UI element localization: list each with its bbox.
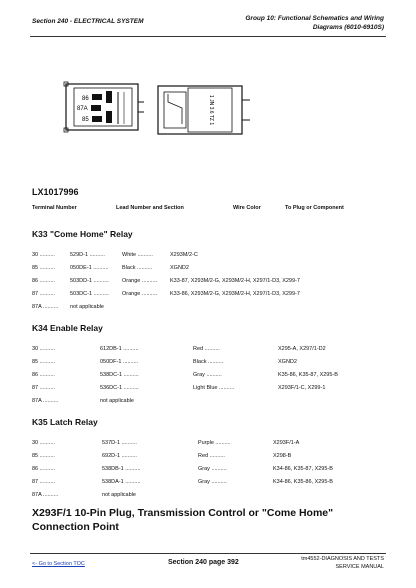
terminal-cell: 85 ..........: [32, 265, 55, 271]
table-row: [0, 479, 416, 489]
footer-divider: [30, 553, 386, 554]
lead-cell: not applicable: [102, 492, 136, 498]
manual-name: [301, 556, 384, 571]
pin-87a-label: 87A: [77, 106, 88, 112]
color-cell: Black ..........: [193, 359, 224, 365]
connector-section-title: X293F/1 10-Pin Plug, Transmission Control or "Come Home" Connection Point: [32, 507, 334, 533]
table-row: [0, 359, 416, 369]
pin-85-terminal: [92, 116, 102, 122]
section-title-k35: K35 Latch Relay: [32, 417, 98, 427]
lead-cell: 529D-1 ..........: [70, 252, 105, 258]
table-row: [0, 466, 416, 476]
section-header: Section 240 - ELECTRICAL SYSTEM: [32, 18, 144, 25]
terminal-cell: 86 ..........: [32, 466, 55, 472]
to-cell: K33-87, X293M/2-G, X293M/2-H, X297/1-D3, X299-7: [170, 278, 300, 284]
table-row: [0, 346, 416, 356]
lead-cell: 503DD-1 ..........: [70, 278, 109, 284]
table-row: [0, 398, 416, 408]
terminal-cell: 30 ..........: [32, 252, 55, 258]
lead-cell: 538DC-1 ..........: [100, 372, 139, 378]
table-row: [0, 372, 416, 382]
lead-cell: 612DB-1 ..........: [100, 346, 139, 352]
pin-86-terminal: [92, 94, 102, 100]
relay-connector-diagram: [60, 78, 260, 140]
color-cell: Red ..........: [193, 346, 220, 352]
lead-cell: not applicable: [100, 398, 134, 404]
to-cell: X293M/2-C: [170, 252, 198, 258]
column-header-lead: Lead Number and Section: [116, 205, 184, 211]
to-cell: XGND2: [170, 265, 189, 271]
table-row: [0, 304, 416, 314]
manual-name-line2: SERVICE MANUAL: [335, 563, 384, 570]
table-row: [0, 453, 416, 463]
terminal-cell: 30 ..........: [32, 440, 55, 446]
terminal-cell: 87 ..........: [32, 385, 55, 391]
to-cell: X293F/1-C, X299-1: [278, 385, 326, 391]
lead-cell: not applicable: [70, 304, 104, 310]
pin-86-label: 86: [82, 96, 89, 102]
connector-outline-side: [158, 86, 242, 134]
table-row: [0, 252, 416, 262]
color-cell: Red ..........: [198, 453, 225, 459]
to-cell: K34-86, K35-87, X295-B: [273, 466, 333, 472]
group-header: [245, 15, 384, 32]
table-row: [0, 278, 416, 288]
pin-30-terminal: [106, 91, 112, 103]
group-header-line1: Group 10: Functional Schematics and Wiring: [245, 15, 384, 22]
terminal-cell: 86 ..........: [32, 278, 55, 284]
table-row: [0, 265, 416, 275]
table-row: [0, 385, 416, 395]
color-cell: Gray ..........: [198, 466, 227, 472]
figure-code: LX1017996: [32, 187, 79, 197]
to-cell: K34-86, K35-86, X295-B: [273, 479, 333, 485]
connector-marking: 1 JN 3.6 TZ 1: [208, 94, 214, 126]
to-cell: X293F/1-A: [273, 440, 300, 446]
go-to-toc-link[interactable]: <- Go to Section TOC: [32, 561, 85, 567]
table-row: [0, 492, 416, 502]
group-header-line2: Diagrams (6010-6910S): [312, 23, 384, 31]
table-row: [0, 291, 416, 301]
lead-cell: 536DC-1 ..........: [100, 385, 139, 391]
color-cell: White ..........: [122, 252, 153, 258]
pin-87a-terminal: [91, 105, 101, 111]
section-title-k33: K33 "Come Home" Relay: [32, 229, 133, 239]
lead-cell: 050DF-1 ..........: [100, 359, 139, 365]
terminal-cell: 87A ..........: [32, 398, 59, 404]
header-divider: [30, 36, 386, 37]
lead-cell: 692D-1 ..........: [102, 453, 137, 459]
column-header-color: Wire Color: [233, 205, 261, 211]
terminal-cell: 30 ..........: [32, 346, 55, 352]
lead-cell: 537D-1 ..........: [102, 440, 137, 446]
color-cell: Light Blue ..........: [193, 385, 235, 391]
color-cell: Gray ..........: [198, 479, 227, 485]
table-row: [0, 440, 416, 450]
pin-87-terminal: [106, 111, 112, 123]
column-header-terminal: Terminal Number: [32, 205, 77, 211]
terminal-cell: 87 ..........: [32, 479, 55, 485]
column-header-to: To Plug or Component: [285, 205, 344, 211]
color-cell: Orange ..........: [122, 278, 158, 284]
lead-cell: 050DE-1 ..........: [70, 265, 109, 271]
terminal-cell: 87 ..........: [32, 291, 55, 297]
terminal-cell: 87A ..........: [32, 304, 59, 310]
to-cell: X298-B: [273, 453, 292, 459]
terminal-cell: 85 ..........: [32, 453, 55, 459]
lead-cell: 538DB-1 ..........: [102, 466, 141, 472]
to-cell: XGND2: [278, 359, 297, 365]
color-cell: Orange ..........: [122, 291, 158, 297]
section-title-k34: K34 Enable Relay: [32, 323, 103, 333]
terminal-cell: 86 ..........: [32, 372, 55, 378]
page-number: Section 240 page 392: [168, 559, 239, 566]
color-cell: Black ..........: [122, 265, 153, 271]
manual-name-line1: tm4552-DIAGNOSIS AND TESTS: [301, 556, 384, 562]
color-cell: Gray ..........: [193, 372, 222, 378]
to-cell: K35-86, K35-87, X295-B: [278, 372, 338, 378]
terminal-cell: 85 ..........: [32, 359, 55, 365]
to-cell: X295-A, X297/1-D2: [278, 346, 326, 352]
pin-85-label: 85: [82, 117, 89, 123]
lead-cell: 503DC-1 ..........: [70, 291, 109, 297]
color-cell: Purple ..........: [198, 440, 231, 446]
to-cell: K33-86, X293M/2-G, X293M/2-H, X297/1-D3, X299-7: [170, 291, 300, 297]
terminal-cell: 87A ..........: [32, 492, 59, 498]
lead-cell: 538DA-1 ..........: [102, 479, 141, 485]
